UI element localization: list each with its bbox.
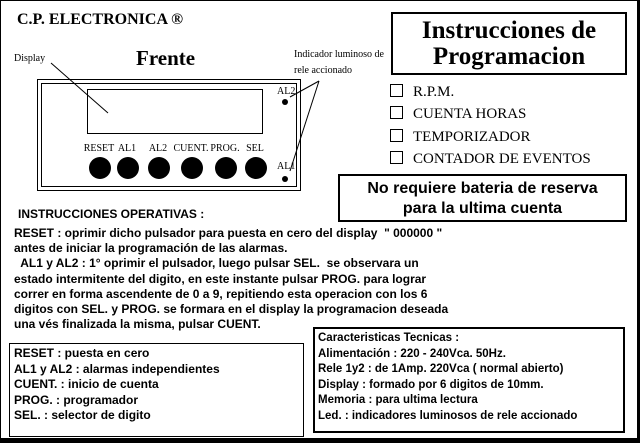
operations-line: RESET : oprimir dicho pulsador para puesta en cero del display " 000000 " bbox=[14, 226, 443, 240]
button-label-al1: AL1 bbox=[117, 143, 137, 154]
specs-line: Caracteristicas Tecnicas : bbox=[318, 332, 460, 344]
option-temporizador[interactable] bbox=[390, 129, 531, 146]
operations-text bbox=[14, 226, 514, 332]
legend-line: SEL. : selector de digito bbox=[14, 408, 151, 422]
specs-line: Display : formado por 6 digitos de 10mm. bbox=[318, 378, 544, 391]
button-label-prog: PROG. bbox=[210, 143, 240, 154]
programming-title-line2: Programacion bbox=[432, 43, 586, 70]
button-label-sel: SEL bbox=[246, 143, 264, 154]
option-label: CONTADOR DE EVENTOS bbox=[413, 151, 591, 167]
operations-line: estado intermitente del digito, en este instante pulsar PROG. para lograr bbox=[14, 271, 427, 286]
specs-line: Led. : indicadores luminosos de rele accionado bbox=[318, 409, 578, 422]
battery-note-box bbox=[338, 174, 627, 222]
option-contador-eventos[interactable] bbox=[390, 151, 591, 168]
battery-note-line1: No requiere bateria de reserva bbox=[367, 180, 598, 197]
button-label-cuent: CUENT. bbox=[173, 143, 209, 154]
al1-led-indicator bbox=[282, 176, 288, 182]
technical-specs-box bbox=[313, 327, 625, 433]
option-label: R.P.M. bbox=[413, 84, 455, 100]
al2-led-indicator bbox=[282, 99, 288, 105]
checkbox-cuenta-horas[interactable] bbox=[390, 106, 403, 119]
specs-line: Rele 1y2 : de 1Amp. 220Vca ( normal abierto) bbox=[318, 363, 564, 376]
option-label: CUENTA HORAS bbox=[413, 106, 527, 122]
button-label-reset: RESET bbox=[83, 143, 115, 154]
al2-led-label: AL2 bbox=[277, 86, 296, 97]
reset-button[interactable] bbox=[89, 157, 111, 179]
operations-line: AL1 y AL2 : 1° oprimir el pulsador, luego pulsar SEL. se observara un bbox=[14, 256, 419, 271]
indicator-callout-label: Indicador luminoso de rele accionado bbox=[294, 49, 384, 76]
button-legend-box bbox=[9, 343, 304, 437]
legend-line: RESET : puesta en cero bbox=[14, 346, 150, 360]
operations-line: antes de iniciar la programación de las alarmas. bbox=[14, 241, 288, 256]
prog-button[interactable] bbox=[215, 157, 237, 179]
checkbox-contador-eventos[interactable] bbox=[390, 151, 403, 164]
cuent-button[interactable] bbox=[181, 157, 203, 179]
specs-line: Memoria : para ultima lectura bbox=[318, 394, 478, 407]
option-label: TEMPORIZADOR bbox=[413, 129, 531, 145]
al2-button[interactable] bbox=[148, 157, 170, 179]
operations-line: digitos con SEL. y PROG. se formara en el display la programacion deseada bbox=[14, 302, 449, 317]
front-title: Frente bbox=[136, 46, 196, 70]
sel-button[interactable] bbox=[245, 157, 267, 179]
programming-title-line1: Instrucciones de bbox=[421, 17, 597, 44]
specs-line: Alimentación : 220 - 240Vca. 50Hz. bbox=[318, 347, 506, 360]
device-display-screen bbox=[87, 89, 263, 134]
operations-line: correr en forma ascendente de 0 a 9, repitiendo esta operacion con los 6 bbox=[14, 286, 428, 301]
checkbox-rpm[interactable] bbox=[390, 84, 403, 97]
option-cuenta-horas[interactable] bbox=[390, 106, 526, 123]
legend-line: PROG. : programador bbox=[14, 392, 139, 407]
programming-title-box bbox=[391, 12, 627, 75]
checkbox-temporizador[interactable] bbox=[390, 129, 403, 142]
al1-led-label: AL1 bbox=[277, 161, 296, 172]
option-rpm[interactable] bbox=[390, 84, 454, 101]
battery-note-line2: para la ultima cuenta bbox=[402, 200, 563, 217]
brand-name: C.P. ELECTRONICA ® bbox=[17, 11, 184, 28]
operations-line: una vés finalizada la misma, pulsar CUENT. bbox=[14, 317, 261, 332]
legend-line: AL1 y AL2 : alarmas independientes bbox=[14, 361, 220, 376]
button-label-al2: AL2 bbox=[148, 143, 168, 154]
operations-title: INSTRUCCIONES OPERATIVAS : bbox=[18, 207, 205, 221]
legend-line: CUENT. : inicio de cuenta bbox=[14, 377, 159, 391]
al1-button[interactable] bbox=[117, 157, 139, 179]
display-callout-label: Display bbox=[14, 53, 46, 64]
